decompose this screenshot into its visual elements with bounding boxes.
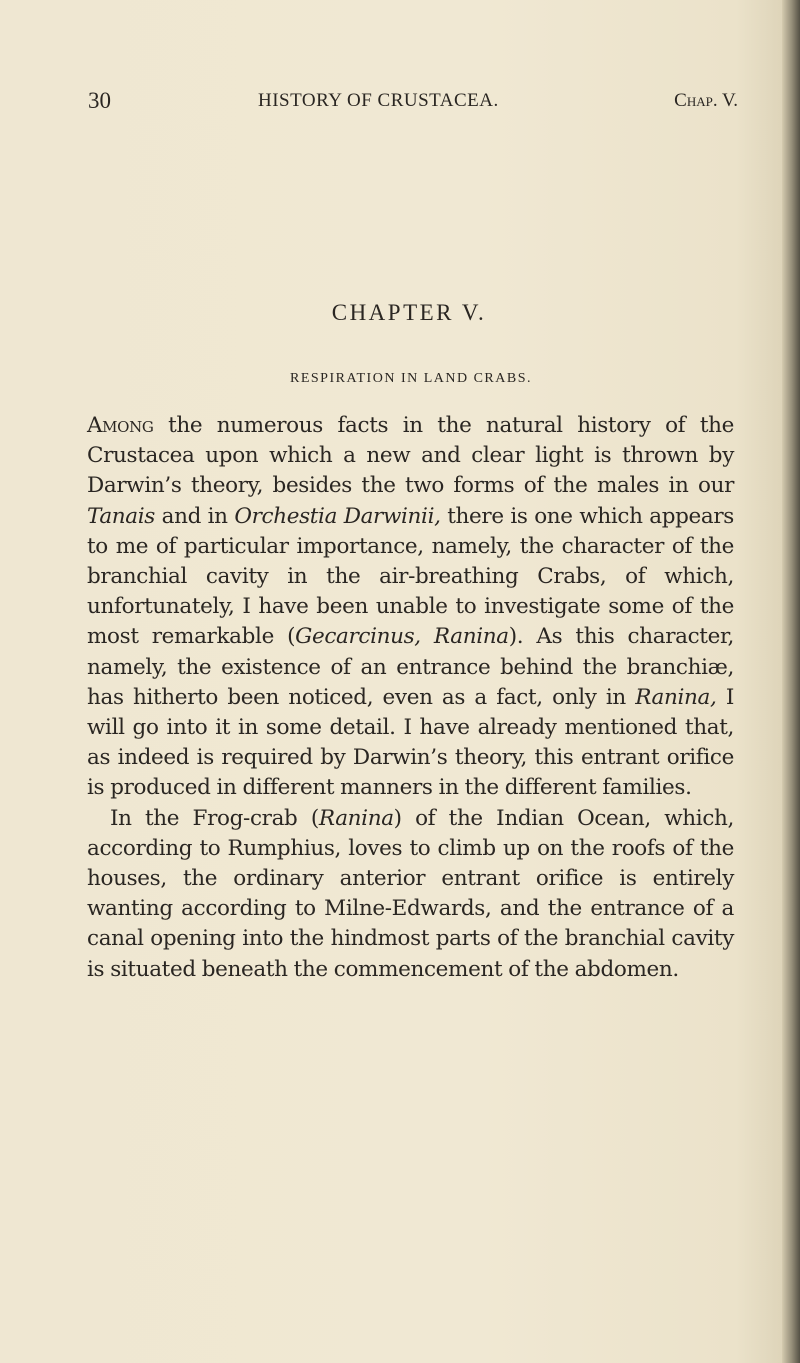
text-run: I will go into it in some detail. I have already mentioned that, as indeed is required by Darwin’s theory, this entrant orifice is produced in different manners in the different families.	[87, 684, 734, 801]
text-run: and in	[154, 503, 235, 529]
text-run: the numerous facts in the natural history of the Crustacea upon which a new and clear light is thrown by Darwin’s theory, besides the two forms of the males in our	[87, 413, 734, 499]
italic-term: Orchestia Darwinii,	[234, 503, 441, 529]
chapter-label: Chap. V.	[674, 90, 738, 111]
italic-term: Ranina,	[635, 684, 717, 710]
body-text	[87, 411, 734, 985]
text-run: there is one which appears to me of particular importance, namely, the character of the branchial cavity in the air-breathing Crabs, of which, unfortunately, I have been unable to investigate some of the most remarkable (	[87, 503, 734, 650]
chapter-title: CHAPTER V.	[331, 300, 487, 325]
chapter-subtitle: RESPIRATION IN LAND CRABS.	[289, 371, 533, 386]
running-header	[88, 88, 738, 122]
italic-term: Ranina	[318, 805, 394, 831]
italic-term: Gecarcinus, Ranina	[295, 624, 509, 650]
text-run: ) of the Indian Ocean, which, according to Rumphius, loves to climb up on the roofs of the houses, the ordinary anterior entrant orifice is entirely wanting according to Milne-Edwards, and the entrance of a canal opening into the hindmost parts of the branchial cavity is situated beneath the commencement of the abdomen.	[87, 805, 735, 982]
page-number: 30	[88, 88, 111, 113]
running-title: HISTORY OF CRUSTACEA.	[258, 90, 499, 111]
paragraph	[87, 804, 734, 985]
page-edge-shadow	[782, 0, 800, 1363]
text-run: In the Frog-crab (	[110, 805, 319, 831]
text-run: ). As this character, namely, the existence of an entrance behind the branchiæ, has hitherto been noticed, even as a fact, only in	[87, 624, 734, 710]
italic-term: Tanais	[87, 503, 155, 529]
paragraph	[87, 411, 734, 804]
opening-word: Among	[87, 413, 154, 438]
